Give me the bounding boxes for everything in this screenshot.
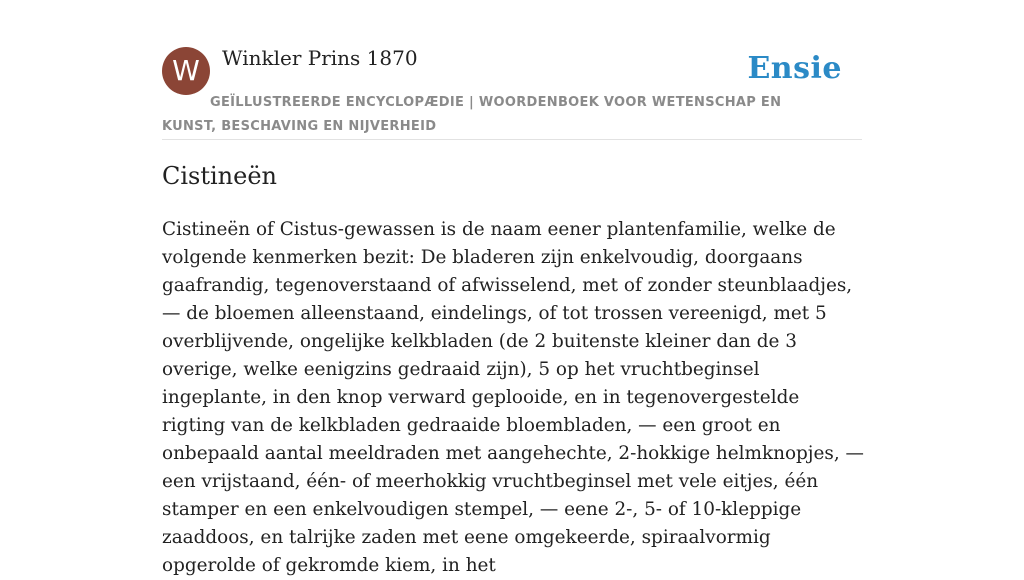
article-body: Cistineën of Cistus-gewassen is de naam eener plantenfamilie, welke de volgende kenmerken bezit: De bladeren zijn enkelvoudig, doorgaans gaafrandig, tegenoverstaand of afwisselend, met of zonder steunblaadjes, — de bloemen alleenstaand, eindelings, of tot trossen vereenigd, met 5 overblijvende, ongelijke kelkbladen (de 2 buitenste kleiner dan de 3 overige, welke eenigzins gedraaid zijn), 5 op het vruchtbeginsel ingeplante, in den knop verward geplooide, en in tegenovergestelde rigting van de kelkbladen gedraaide bloembladen, — een groot en onbepaald aantal meeldraden met aangehechte, 2-hokkige helmknopjes, — een vrijstaand, één- of meerhokkig vruchtbeginsel met vele eitjes, één stamper en een enkelvoudigen stempel, — eene 2-, 5- of 10-kleppige zaaddoos, en talrijke zaden met eene omgekeerde, spiraalvormig opgerolde of gekromde kiem, in het: [162, 219, 864, 576]
source-avatar[interactable]: W: [162, 47, 210, 95]
source-subtitle: GEÏLLUSTREERDE ENCYCLOPÆDIE | WOORDENBOEK VOOR WETENSCHAP EN KUNST, BESCHAVING EN NIJVERHEID: [162, 95, 782, 134]
brand-logo[interactable]: Ensie: [747, 51, 842, 86]
article-title: Cistineën: [162, 162, 277, 190]
header-divider: [162, 139, 862, 140]
source-title[interactable]: Winkler Prins 1870: [222, 46, 418, 70]
